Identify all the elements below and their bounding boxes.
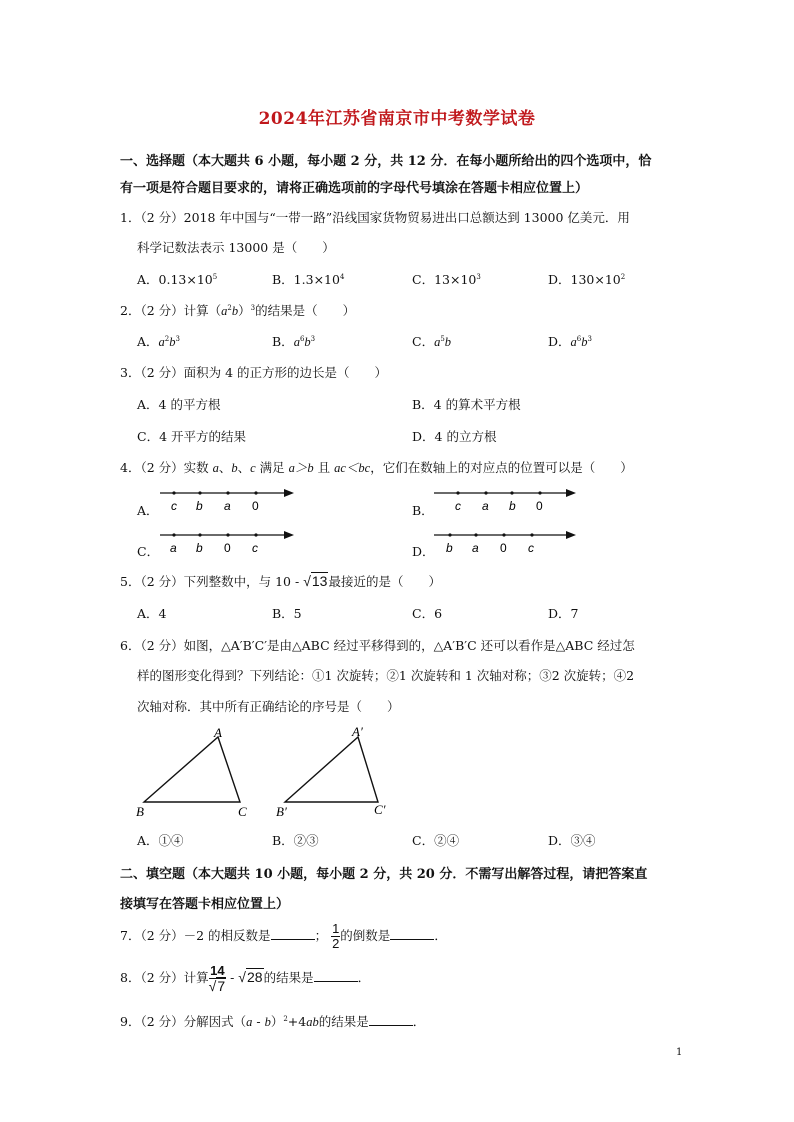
q4-stem: 4．（2 分）实数 a、b、c 满足 a＞b 且 ac＜bc，它们在数轴上的对应点的位置可以是（ ） [120,460,633,475]
fig-label-a: A [214,725,222,740]
q4-number-line-b [432,484,582,516]
q4b-mark-2: a [482,499,489,513]
q4-option-c-label: C． [137,544,160,559]
fig-label-b-prime: B′ [276,804,287,819]
q6-line1: 6．（2 分）如图，△A′B′C′是由△ABC 经过平移得到的，△A′B′C 还可以看作是△ABC 经过怎 [120,638,635,653]
q4c-mark-4: c [252,541,258,555]
q8-sqrt: √28 [238,969,263,985]
q5-option-d: D．7 [548,606,579,621]
q4d-mark-4: c [528,541,534,555]
q2-option-a: A．$a^2b^3$ [137,334,180,349]
q4d-mark-1: b [446,541,453,555]
q4-number-line-d [432,526,582,558]
q4b-mark-3: b [509,499,516,513]
q6-option-b: B．②③ [272,833,319,848]
q1-option-a: A．$0.13\times 10^5$ [137,272,218,287]
q3-stem: 3．（2 分）面积为 4 的正方形的边长是（ ） [120,365,388,380]
triangle-abc [144,737,240,802]
q4c-mark-1: a [170,541,177,555]
q4a-mark-4: 0 [252,499,259,513]
q8-answer-blank[interactable] [314,969,358,982]
q2-option-d: D．$a^6b^3$ [548,334,592,349]
q3-option-d: D．4 的立方根 [412,429,497,444]
page-number: 1 [676,1047,683,1058]
q5-sqrt: √13 [303,573,328,589]
fig-label-c: C [238,804,247,819]
triangle-abc-prime [285,737,378,802]
q4-option-d-label: D． [412,544,435,559]
q9-answer-blank[interactable] [369,1013,413,1026]
section2-heading-line2: 接填写在答题卡相应位置上） [120,897,290,912]
q4a-mark-2: b [196,499,203,513]
q8-sqrt-denominator: √7 [208,978,226,994]
q1-option-d: D．$130\times 10^2$ [548,272,626,287]
q9-stem: 9．（2 分）分解因式（a - b）$^2$+4ab的结果是 ． [120,1014,426,1029]
q1-option-c: C．$13\times 10^3$ [412,272,481,287]
q3-option-a: A．4 的平方根 [137,397,221,412]
q4c-mark-3: 0 [224,541,231,555]
fig-label-a-prime: A′ [352,724,363,739]
q5-option-b: B．5 [272,606,302,621]
q5-stem: 5．（2 分）下列整数中，与 10 - √13最接近的是（ ） [120,573,441,589]
q1-line1: 1．（2 分）2018 年中国与“一带一路”沿线国家货物贸易进出口总额达到 13000 亿美元．用 [120,210,630,225]
page-title: 2024年江苏省南京市中考数学试卷 [258,109,536,129]
q7-answer-blank-1[interactable] [271,927,315,940]
q4-option-a-label: A． [137,503,159,518]
q5-option-c: C．6 [412,606,443,621]
section1-heading-line1: 一、选择题（本大题共 6 小题，每小题 2 分，共 12 分．在每小题所给出的四个选项中，恰 [120,154,652,169]
q6-option-a: A．①④ [137,833,184,848]
q4b-mark-1: c [455,499,461,513]
q4a-mark-3: a [224,499,231,513]
q6-option-d: D．③④ [548,833,596,848]
q6-line3: 次轴对称．其中所有正确结论的序号是（ ） [137,699,400,714]
q5-option-a: A．4 [137,606,167,621]
q3-option-c: C．4 开平方的结果 [137,429,246,444]
q6-line2: 样的图形变化得到？下列结论：①1 次旋转；②1 次旋转和 1 次轴对称；③2 次旋转；④2 [137,668,635,683]
q1-option-b: B．$1.3\times 10^4$ [272,272,345,287]
q8-fraction: $\frac{14}{√7}$ [208,963,226,994]
q7-stem: 7．（2 分）－2 的相反数是 ； $\frac{1}{2}$ 的倒数是 ． [120,921,447,951]
q1-line2: 科学记数法表示 13000 是（ ） [137,240,335,255]
q2-option-b: B．$a^6b^3$ [272,334,316,349]
section1-heading-line2: 有一项是符合题目要求的，请将正确选项前的字母代号填涂在答题卡相应位置上） [120,181,589,196]
section2-heading-line1: 二、填空题（本大题共 10 小题，每小题 2 分，共 20 分．不需写出解答过程，请把答案直 [120,867,648,882]
q4-option-b-label: B． [412,503,434,518]
q8-stem: 8．（2 分）计算 $\frac{14}{√7}$ - √28的结果是 ． [120,963,371,994]
q6-option-c: C．②④ [412,833,460,848]
q4b-mark-4: 0 [536,499,543,513]
q4-number-line-a [158,484,298,516]
q4d-mark-2: a [472,541,479,555]
q3-option-b: B．4 的算术平方根 [412,397,521,412]
q6-figure [130,722,400,822]
q4d-mark-3: 0 [500,541,507,555]
q4a-mark-1: c [171,499,177,513]
q7-fraction: $\frac{1}{2}$ [332,921,340,951]
fig-label-b: B [136,804,144,819]
fig-label-c-prime: C′ [374,802,386,817]
q2-option-c: C．$a^5b$ [412,334,452,349]
q4c-mark-2: b [196,541,203,555]
q2-stem: 2．（2 分）计算$(a^2b)^3$的结果是（ ） [120,303,356,318]
q7-answer-blank-2[interactable] [390,927,434,940]
q4-number-line-c [158,526,298,558]
